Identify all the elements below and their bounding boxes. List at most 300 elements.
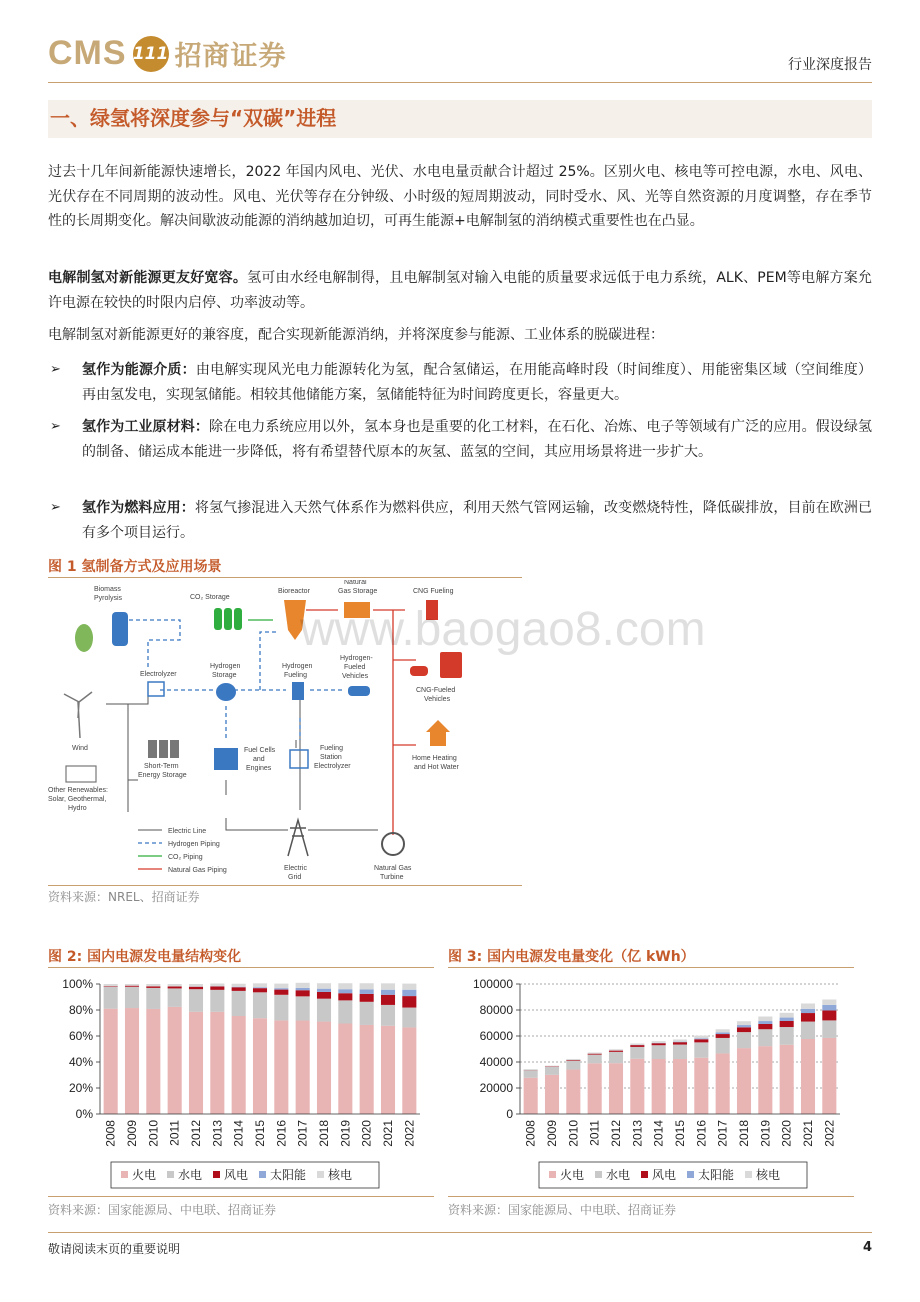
bar-segment	[588, 1053, 602, 1054]
x-tick-label: 2015	[673, 1120, 687, 1147]
battery-icon	[159, 740, 168, 758]
bar-segment	[381, 990, 395, 995]
bar-segment	[758, 1017, 772, 1022]
h2-storage-label: Hydrogen	[210, 663, 241, 670]
bar-segment	[232, 991, 246, 1016]
x-tick-label: 2020	[779, 1120, 794, 1147]
battery-icon	[148, 740, 157, 758]
bar-segment	[253, 988, 267, 992]
gas-turbine-node	[374, 833, 412, 881]
bar-segment	[630, 1045, 644, 1047]
bullet-lead-bold: 氢作为燃料应用：	[82, 500, 195, 516]
x-tick-label: 2010	[146, 1120, 161, 1147]
bar-segment	[317, 989, 331, 992]
bar-segment	[210, 986, 224, 989]
legend-swatch	[549, 1171, 556, 1178]
bar-segment	[566, 1059, 580, 1060]
bar-segment	[822, 1020, 836, 1038]
figure1-source: 资料来源：NREL、招商证券	[48, 890, 200, 904]
fuel-cell-icon	[214, 748, 238, 770]
x-tick-label: 2021	[381, 1120, 395, 1147]
bullet-lead-bold: 氢作为工业原材料：	[82, 419, 209, 435]
bar-segment	[402, 1027, 416, 1114]
legend-electric: Electric Line	[168, 828, 207, 835]
x-tick-label: 2022	[822, 1120, 837, 1147]
hydrogen-storage-node	[210, 663, 240, 701]
cng-vehicles-node	[410, 652, 462, 703]
bar-segment	[168, 988, 182, 1006]
co2-tank-icon	[224, 608, 232, 630]
biomass-label: Biomass	[94, 586, 121, 593]
bar-segment	[737, 1048, 751, 1114]
legend-label: 太阳能	[270, 1168, 307, 1182]
x-tick-label: 2018	[737, 1120, 751, 1147]
bar-segment	[125, 986, 139, 987]
bar-segment	[253, 983, 267, 987]
legend-swatch	[167, 1171, 174, 1178]
other-renewables-label: Other Renewables:	[48, 787, 108, 794]
bar-segment	[338, 989, 352, 993]
section-title: 一、绿氢将深度参与“双碳”进程	[50, 106, 337, 130]
cng-car-icon	[410, 666, 428, 676]
fuel-cells-node	[214, 747, 276, 772]
bar-segment	[609, 1049, 623, 1050]
bar-segment	[716, 1034, 730, 1038]
x-tick-label: 2021	[801, 1120, 815, 1147]
bar-segment	[801, 1009, 815, 1013]
bar-segment	[801, 1039, 815, 1114]
paragraph-lead-bold: 电解制氢对新能源更友好宽容。	[48, 270, 248, 286]
bar-segment	[402, 996, 416, 1007]
logo-chinese-name: 招商证券	[174, 41, 287, 72]
y-tick-label: 80%	[68, 1003, 93, 1017]
bar-segment	[694, 1038, 708, 1039]
wind-label: Wind	[72, 745, 88, 752]
bar-segment	[588, 1055, 602, 1064]
electrolyzer-label: Electrolyzer	[140, 671, 177, 678]
legend-co2: CO₂ Piping	[168, 854, 203, 861]
bar-segment	[104, 987, 118, 1009]
legend-label: 太阳能	[698, 1168, 735, 1182]
grid-label-2: Grid	[288, 874, 302, 881]
bar-segment	[360, 994, 374, 1002]
bar-segment	[801, 1013, 815, 1022]
wind-turbine-icon	[64, 692, 92, 738]
bar-segment	[146, 1009, 160, 1114]
bar-segment	[716, 1033, 730, 1035]
hydrogen-vehicles-node	[340, 655, 373, 696]
short-term-label-2: Energy Storage	[138, 772, 187, 779]
bullet-arrow-icon: ➢	[50, 419, 61, 434]
bullet-arrow-icon: ➢	[50, 362, 61, 377]
bar-segment	[758, 1021, 772, 1024]
bar-segment	[524, 1069, 538, 1070]
bar-segment	[673, 1059, 687, 1114]
electric-grid-node	[284, 820, 308, 881]
bar-segment	[737, 1025, 751, 1027]
bar-segment	[566, 1060, 580, 1061]
legend-label: 火电	[132, 1168, 157, 1182]
bar-segment	[545, 1075, 559, 1114]
disclaimer-note: 敬请阅读末页的重要说明	[48, 1242, 181, 1256]
x-tick-label: 2008	[103, 1120, 118, 1147]
y-tick-label: 40%	[68, 1055, 93, 1069]
bar-segment	[737, 1021, 751, 1025]
fuel-cells-label: Fuel Cells	[244, 747, 276, 754]
bar-segment	[801, 1022, 815, 1039]
bar-segment	[210, 983, 224, 986]
legend-swatch	[317, 1171, 324, 1178]
bar-segment	[758, 1046, 772, 1114]
bullet-item	[48, 496, 872, 545]
bar-segment	[652, 1045, 666, 1059]
legend-label: 水电	[178, 1168, 203, 1182]
x-tick-label: 2013	[210, 1120, 225, 1147]
bar-segment	[822, 1038, 836, 1114]
paragraph-intro: 过去十几年间新能源快速增长，2022 年国内风电、光伏、水电电量贡献合计超过 25%。区别火电、核电等可控电源，水电、风电、光伏存在不同周期的波动性。风电、光伏等存在分钟级、小时级的短周期波动，同时受水、风、光等自然资源的月度调整，存在季节性的长周期变化。解决间歇波动能源的消纳越加迫切，可再生能源+电解制氢的消纳模式重要性也在凸显。	[48, 164, 872, 229]
x-tick-label: 2019	[758, 1120, 773, 1147]
bar-segment	[168, 1007, 182, 1114]
bar-segment	[694, 1058, 708, 1114]
bar-segment	[652, 1041, 666, 1043]
page-number: 4	[862, 1240, 872, 1255]
co2-tank-icon	[214, 608, 222, 630]
bar-segment	[381, 1026, 395, 1114]
bar-segment	[566, 1070, 580, 1114]
bar-segment	[524, 1070, 538, 1078]
legend-label: 核电	[328, 1168, 353, 1182]
logo-cms-text: CMS	[48, 34, 127, 72]
bar-segment	[652, 1059, 666, 1114]
bar-segment	[296, 988, 310, 990]
legend-label: 水电	[606, 1168, 631, 1182]
co2-tank-icon	[234, 608, 242, 630]
figure3-top-rule	[448, 967, 854, 968]
bar-segment	[780, 1027, 794, 1045]
bar-segment	[253, 987, 267, 988]
x-tick-label: 2009	[545, 1120, 559, 1147]
bar-segment	[253, 1018, 267, 1114]
bar-segment	[381, 1005, 395, 1026]
biomass-label-2: Pyrolysis	[94, 595, 123, 602]
bar-segment	[338, 993, 352, 1000]
bar-segment	[125, 984, 139, 986]
x-tick-label: 2012	[609, 1120, 623, 1147]
bar-segment	[360, 1025, 374, 1114]
watermark-text: www.baogao8.com	[300, 603, 706, 656]
other-renewables-label-2: Solar, Geothermal,	[48, 796, 107, 803]
x-tick-label: 2014	[231, 1120, 246, 1147]
bar-segment	[609, 1051, 623, 1052]
x-tick-label: 2016	[694, 1120, 709, 1147]
bar-segment	[125, 1008, 139, 1114]
bar-segment	[630, 1044, 644, 1045]
generation-volume-chart	[448, 970, 854, 1194]
x-tick-label: 2012	[189, 1120, 203, 1147]
short-term-storage-node	[138, 740, 187, 779]
bar-segment	[673, 1042, 687, 1043]
bar-segment	[253, 992, 267, 1018]
footer-divider	[48, 1232, 872, 1233]
natgas-storage-label-2: Gas Storage	[338, 588, 378, 595]
h2-pump-icon	[292, 682, 304, 700]
hydrogen-fueling-node	[282, 663, 312, 700]
x-tick-label: 2015	[253, 1120, 267, 1147]
bar-segment	[545, 1067, 559, 1075]
fueling-station-label-2: Station	[320, 754, 342, 761]
legend-swatch	[121, 1171, 128, 1178]
bar-segment	[360, 983, 374, 989]
figure3-title: 图 3: 国内电源发电量变化（亿 kWh）	[448, 949, 695, 965]
x-tick-label: 2017	[295, 1120, 310, 1147]
bar-segment	[566, 1061, 580, 1070]
bar-segment	[146, 988, 160, 1009]
bullet-lead-bold: 氢作为能源介质：	[82, 362, 196, 378]
bar-segment	[609, 1063, 623, 1114]
bar-segment	[317, 983, 331, 988]
fuel-cells-label-2: and	[253, 756, 265, 763]
bar-segment	[274, 984, 288, 989]
y-tick-label: 80000	[479, 1003, 513, 1017]
h2-vehicles-label-2: Fueled	[344, 664, 366, 671]
figure1-top-rule	[48, 577, 522, 578]
bar-segment	[630, 1059, 644, 1114]
generation-share-chart	[48, 970, 434, 1194]
bar-segment	[296, 996, 310, 1020]
bar-segment	[673, 1045, 687, 1059]
x-tick-label: 2016	[274, 1120, 289, 1147]
figure1-bottom-rule	[48, 885, 522, 886]
solar-panel-icon	[66, 766, 96, 782]
bar-segment	[125, 987, 139, 1008]
report-type-label: 行业深度报告	[788, 57, 872, 73]
co2-storage-label: CO₂ Storage	[190, 594, 230, 601]
company-logo	[48, 34, 287, 73]
home-heating-node	[412, 720, 460, 771]
legend-natgas: Natural Gas Piping	[168, 867, 227, 874]
electrolyzer-icon	[148, 682, 164, 696]
legend-swatch	[745, 1171, 752, 1178]
fueling-station-label-3: Electrolyzer	[314, 763, 351, 770]
x-tick-label: 2022	[402, 1120, 417, 1147]
bar-segment	[232, 987, 246, 988]
legend-swatch	[259, 1171, 266, 1178]
biomass-corn-icon	[75, 624, 93, 652]
bar-segment	[822, 999, 836, 1004]
bar-segment	[716, 1053, 730, 1114]
bar-segment	[780, 1018, 794, 1021]
h2-storage-label-2: Storage	[212, 672, 237, 679]
grid-label: Electric	[284, 865, 307, 872]
legend-hydrogen: Hydrogen Piping	[168, 841, 220, 848]
x-tick-label: 2009	[125, 1120, 139, 1147]
bar-segment	[822, 1010, 836, 1020]
bar-segment	[232, 1016, 246, 1114]
bar-segment	[296, 983, 310, 988]
bar-segment	[274, 988, 288, 989]
power-tower-icon	[288, 820, 308, 856]
y-tick-label: 20000	[479, 1081, 513, 1095]
bar-segment	[210, 1012, 224, 1114]
logo-badge-icon: 111	[133, 36, 169, 72]
bullet-text: 除在电力系统应用以外，氢本身也是重要的化工材料，在石化、冶炼、电子等领域有广泛的应用。假设绿氢的制备、储运成本能进一步降低，将有希望替代原本的灰氢、蓝氢的空间，其应用场景将进一步扩大。	[82, 419, 872, 460]
bar-segment	[694, 1039, 708, 1042]
bar-segment	[296, 990, 310, 996]
short-term-label: Short-Term	[144, 763, 179, 770]
legend-label: 风电	[224, 1168, 249, 1182]
h2-fueling-label-2: Fueling	[284, 672, 307, 679]
bar-segment	[716, 1029, 730, 1032]
bar-segment	[588, 1054, 602, 1055]
cng-vehicles-label: CNG-Fueled	[416, 687, 456, 694]
y-tick-label: 0%	[75, 1107, 93, 1121]
bar-segment	[274, 1020, 288, 1114]
bioreactor-label: Bioreactor	[278, 588, 310, 595]
x-tick-label: 2019	[338, 1120, 353, 1147]
paragraph-compatibility: 电解制氢对新能源更好的兼容度，配合实现新能源消纳，并将深度参与能源、工业体系的脱碳进程：	[48, 327, 664, 343]
bar-segment	[780, 1021, 794, 1027]
figure2-bottom-rule	[48, 1196, 434, 1197]
bar-segment	[168, 986, 182, 988]
battery-icon	[170, 740, 179, 758]
house-icon	[426, 720, 450, 746]
bar-segment	[737, 1027, 751, 1032]
y-tick-label: 60%	[68, 1029, 93, 1043]
h2-vehicles-label-3: Vehicles	[342, 673, 369, 680]
bar-segment	[402, 984, 416, 990]
bar-segment	[168, 984, 182, 986]
bar-segment	[189, 1012, 203, 1114]
y-tick-label: 100000	[472, 977, 513, 991]
bar-segment	[189, 987, 203, 989]
legend-swatch	[595, 1171, 602, 1178]
bar-segment	[189, 989, 203, 1012]
bar-segment	[146, 986, 160, 988]
bar-segment	[338, 983, 352, 989]
bar-segment	[402, 990, 416, 996]
x-tick-label: 2010	[566, 1120, 581, 1147]
x-tick-label: 2011	[167, 1120, 182, 1146]
station-electrolyzer-icon	[290, 750, 308, 768]
bar-segment	[609, 1052, 623, 1063]
figure3-source: 资料来源：国家能源局、中电联、招商证券	[448, 1203, 677, 1217]
legend-label: 核电	[756, 1168, 781, 1182]
paragraph-body: 氢可由水经电解制得，且电解制氢对输入电能的质量要求远低于电力系统，ALK、PEM等电解方案允许电源在较快的时限内启停、功率波动等。	[48, 270, 872, 311]
bullet-item	[48, 358, 872, 407]
bar-segment	[402, 1008, 416, 1028]
y-tick-label: 60000	[479, 1029, 513, 1043]
x-tick-label: 2018	[317, 1120, 331, 1147]
figure1-title: 图 1 氢制备方式及应用场景	[48, 559, 222, 575]
x-tick-label: 2014	[651, 1120, 666, 1147]
bar-segment	[104, 986, 118, 987]
bar-segment	[801, 1003, 815, 1008]
bar-segment	[630, 1047, 644, 1059]
x-tick-label: 2013	[630, 1120, 645, 1147]
bar-segment	[673, 1042, 687, 1044]
h2-vehicles-label: Hydrogen-	[340, 655, 373, 662]
legend-label: 火电	[560, 1168, 585, 1182]
bullet-item	[48, 415, 872, 464]
bar-segment	[545, 1066, 559, 1067]
bar-segment	[296, 1021, 310, 1114]
bar-segment	[317, 992, 331, 999]
bar-segment	[274, 995, 288, 1021]
paragraph-electrolysis	[48, 266, 872, 315]
biomass-node	[75, 586, 128, 652]
x-tick-label: 2008	[523, 1120, 538, 1147]
legend-swatch	[213, 1171, 220, 1178]
turbine-icon	[382, 833, 404, 855]
electrolyzer-node	[140, 671, 177, 696]
h2-fueling-label: Hydrogen	[282, 663, 313, 670]
legend-label: 风电	[652, 1168, 677, 1182]
bar-segment	[104, 984, 118, 986]
figure2-top-rule	[48, 967, 434, 968]
bar-segment	[338, 1000, 352, 1023]
bar-segment	[360, 1002, 374, 1025]
bullet-text: 将氢气掺混进入天然气体系作为燃料供应，利用天然气管网运输，改变燃烧特性，降低碳排放，目前在欧洲已有多个项目运行。	[82, 500, 872, 541]
bar-segment	[232, 987, 246, 991]
home-heating-label: Home Heating	[412, 755, 457, 762]
fueling-station-label: Fueling	[320, 745, 343, 752]
bar-segment	[104, 1009, 118, 1114]
fueling-station-node	[290, 745, 351, 770]
other-renewables-node	[48, 766, 108, 812]
bar-segment	[716, 1038, 730, 1053]
bar-segment	[694, 1042, 708, 1057]
bar-segment	[822, 1005, 836, 1011]
bar-segment	[652, 1043, 666, 1045]
cng-fueling-label: CNG Fueling	[413, 588, 454, 595]
legend-swatch	[687, 1171, 694, 1178]
bar-segment	[524, 1078, 538, 1114]
x-tick-label: 2017	[715, 1120, 730, 1147]
header-divider	[48, 82, 872, 83]
bar-segment	[232, 984, 246, 987]
co2-storage-node	[190, 594, 242, 630]
h2-storage-tank-icon	[216, 683, 236, 701]
bar-segment	[317, 1022, 331, 1114]
bar-segment	[210, 990, 224, 1012]
bar-segment	[381, 983, 395, 989]
natgas-storage-label: Natural	[344, 580, 367, 586]
wind-node	[64, 692, 92, 752]
y-tick-label: 40000	[479, 1055, 513, 1069]
bar-segment	[737, 1032, 751, 1048]
h2-car-icon	[348, 686, 370, 696]
other-renewables-label-3: Hydro	[68, 805, 87, 812]
figure3-bottom-rule	[448, 1196, 854, 1197]
bar-segment	[381, 995, 395, 1005]
legend-swatch	[641, 1171, 648, 1178]
y-tick-label: 0	[506, 1107, 513, 1121]
bar-segment	[780, 1013, 794, 1018]
turbine-label-2: Turbine	[380, 874, 404, 881]
figure2-source: 资料来源：国家能源局、中电联、招商证券	[48, 1203, 277, 1217]
cng-vehicles-label-2: Vehicles	[424, 696, 451, 703]
bar-segment	[274, 990, 288, 995]
fuel-cells-label-3: Engines	[246, 765, 272, 772]
y-tick-label: 20%	[68, 1081, 93, 1095]
pyrolysis-icon	[112, 612, 128, 646]
turbine-label: Natural Gas	[374, 865, 412, 872]
bar-segment	[189, 984, 203, 987]
y-tick-label: 100%	[62, 977, 93, 991]
bar-segment	[360, 989, 374, 993]
home-heating-label-2: and Hot Water	[414, 764, 459, 771]
diagram-legend	[138, 828, 227, 874]
